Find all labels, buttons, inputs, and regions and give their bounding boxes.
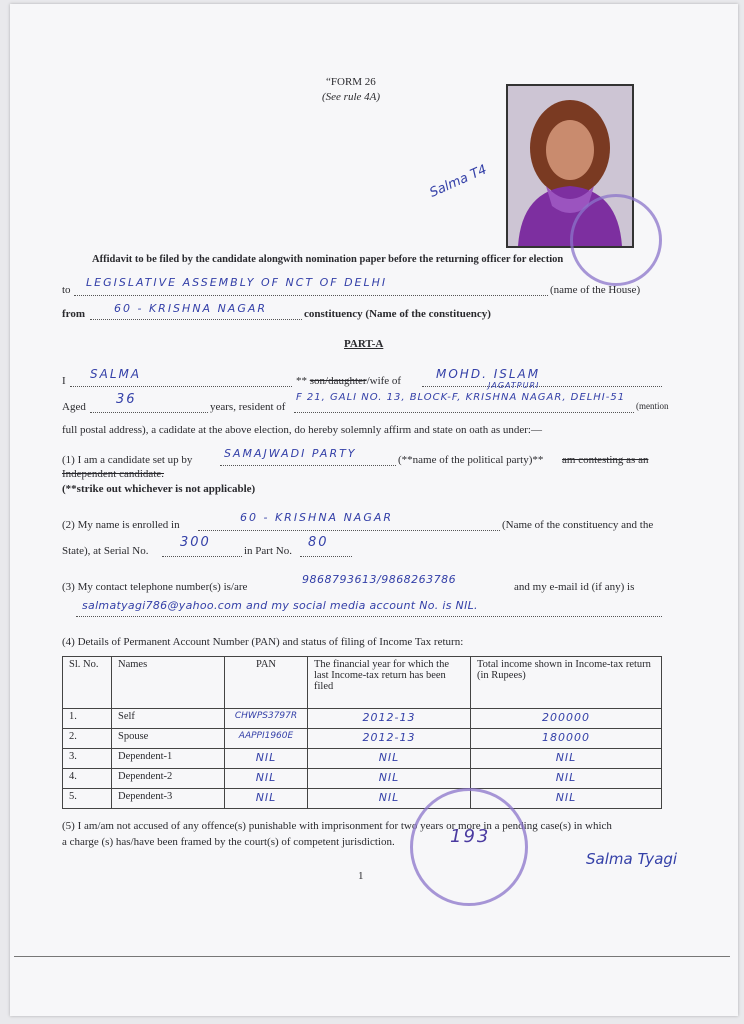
row-year: NIL bbox=[308, 749, 471, 769]
row-income: NIL bbox=[471, 769, 662, 789]
row-pan: NIL bbox=[225, 789, 308, 809]
relative-dotted-line bbox=[422, 386, 662, 387]
part-dotted-line bbox=[300, 556, 352, 557]
part-heading: PART-A bbox=[344, 338, 384, 350]
to-dotted-line bbox=[74, 295, 548, 296]
item2-label: (2) My name is enrolled in bbox=[62, 519, 180, 531]
table-row bbox=[63, 769, 662, 789]
row-sl: 2. bbox=[63, 729, 112, 749]
address-dotted-line bbox=[294, 412, 634, 413]
row-name: Spouse bbox=[112, 729, 225, 749]
to-suffix: (name of the House) bbox=[550, 284, 641, 296]
enrolled-dotted-line bbox=[198, 530, 500, 531]
strike-note: (**strike out whichever is not applicable) bbox=[62, 483, 256, 495]
resident-label: years, resident of bbox=[210, 401, 286, 413]
row-year: 2012-13 bbox=[308, 709, 471, 729]
email-dotted-line bbox=[76, 616, 662, 617]
row-income: 180000 bbox=[471, 729, 662, 749]
row-income: NIL bbox=[471, 749, 662, 769]
header-pan: PAN bbox=[225, 657, 308, 709]
email-and-social: salmatyagi786@yahoo.com and my social media account No. is NIL. bbox=[82, 599, 478, 612]
table-row bbox=[63, 749, 662, 769]
item1-label: (1) I am a candidate set up by bbox=[62, 454, 193, 466]
pan-table bbox=[62, 656, 662, 809]
row-year: NIL bbox=[308, 789, 471, 809]
house-name: LEGISLATIVE ASSEMBLY OF NCT OF DELHI bbox=[86, 276, 388, 289]
candidate-name: SALMA bbox=[90, 367, 142, 381]
row-year: NIL bbox=[308, 769, 471, 789]
row-sl: 4. bbox=[63, 769, 112, 789]
row-name: Dependent-3 bbox=[112, 789, 225, 809]
serial-dotted-line bbox=[162, 556, 242, 557]
candidate-age: 36 bbox=[116, 392, 137, 407]
affidavit-page bbox=[10, 4, 738, 1016]
notary-stamp-top bbox=[570, 194, 662, 286]
aged-label: Aged bbox=[62, 401, 86, 413]
candidate-address: F 21, GALI NO. 13, BLOCK-F, KRISHNA NAGAR, DELHI-51 bbox=[296, 392, 626, 403]
row-pan: CHWPS3797R bbox=[225, 709, 308, 729]
part-number: 80 bbox=[308, 535, 329, 550]
form-title: “FORM 26 bbox=[326, 76, 376, 88]
header-total-income: Total income shown in Income-tax return (in Rupees) bbox=[471, 657, 662, 709]
row-pan: NIL bbox=[225, 749, 308, 769]
item5-line1: (5) I am/am not accused of any offence(s) punishable with imprisonment for two years or more in a pending case(s) in which bbox=[62, 820, 612, 832]
constituency-name: 60 - KRISHNA NAGAR bbox=[114, 302, 268, 315]
relation-label: ** son/daughter/wife of bbox=[296, 375, 402, 387]
relative-name: MOHD. ISLAM bbox=[436, 367, 541, 381]
row-pan: AAPPI1960E bbox=[225, 729, 308, 749]
enrolled-constituency: 60 - KRISHNA NAGAR bbox=[240, 511, 394, 524]
to-label: to bbox=[62, 284, 71, 296]
row-income: 200000 bbox=[471, 709, 662, 729]
item1-strike: am contesting as an bbox=[562, 454, 649, 466]
rule-reference: (See rule 4A) bbox=[322, 91, 381, 103]
independent-strike: Independent candidate. bbox=[62, 468, 165, 480]
row-name: Dependent-2 bbox=[112, 769, 225, 789]
candidate-signature: Salma Tyagi bbox=[586, 850, 678, 868]
page-bottom-edge bbox=[14, 956, 730, 957]
notary-stamp-bottom bbox=[410, 788, 528, 906]
row-name: Self bbox=[112, 709, 225, 729]
party-dotted-line bbox=[220, 465, 396, 466]
row-income: NIL bbox=[471, 789, 662, 809]
serial-label: State), at Serial No. bbox=[62, 545, 149, 557]
item3-suffix: and my e-mail id (if any) is bbox=[514, 581, 635, 593]
address-insertion: JAGATPURI bbox=[488, 381, 540, 390]
mention-label: (mention bbox=[636, 401, 669, 411]
item3-label: (3) My contact telephone number(s) is/are bbox=[62, 581, 248, 593]
item5-line2: a charge (s) has/have been framed by the court(s) of competent jurisdiction. bbox=[62, 836, 395, 848]
row-sl: 1. bbox=[63, 709, 112, 729]
from-dotted-line bbox=[90, 319, 302, 320]
i-label: I bbox=[62, 375, 66, 387]
postal-address-line: full postal address), a cadidate at the above election, do hereby solemnly affirm and state on oath as under:— bbox=[62, 424, 542, 436]
affidavit-title: Affidavit to be filed by the candidate alongwith nomination paper before the returning officer for election bbox=[92, 254, 564, 265]
stamp-number: 193 bbox=[450, 826, 491, 847]
party-name: SAMAJWADI PARTY bbox=[224, 447, 357, 460]
header-sl: Sl. No. bbox=[63, 657, 112, 709]
row-name: Dependent-1 bbox=[112, 749, 225, 769]
name-dotted-line bbox=[70, 386, 292, 387]
pan-table-header bbox=[63, 657, 662, 709]
header-financial-year: The financial year for which the last Income-tax return has been filed bbox=[308, 657, 471, 709]
item4-label: (4) Details of Permanent Account Number (PAN) and status of filing of Income Tax return: bbox=[62, 636, 464, 648]
from-label: from bbox=[62, 308, 86, 320]
margin-signature: Salma T4 bbox=[427, 162, 490, 201]
table-row bbox=[63, 789, 662, 809]
row-pan: NIL bbox=[225, 769, 308, 789]
row-year: 2012-13 bbox=[308, 729, 471, 749]
header-names: Names bbox=[112, 657, 225, 709]
page-number: 1 bbox=[358, 870, 364, 882]
table-row bbox=[63, 709, 662, 729]
phone-numbers: 9868793613/9868263786 bbox=[302, 573, 457, 586]
item2-suffix: (Name of the constituency and the bbox=[502, 519, 654, 531]
serial-number: 300 bbox=[180, 535, 211, 550]
age-dotted-line bbox=[90, 412, 208, 413]
table-row bbox=[63, 729, 662, 749]
item1-suffix: (**name of the political party)** bbox=[398, 454, 544, 466]
from-suffix: constituency (Name of the constituency) bbox=[304, 308, 491, 320]
row-sl: 3. bbox=[63, 749, 112, 769]
part-no-label: in Part No. bbox=[244, 545, 292, 557]
row-sl: 5. bbox=[63, 789, 112, 809]
